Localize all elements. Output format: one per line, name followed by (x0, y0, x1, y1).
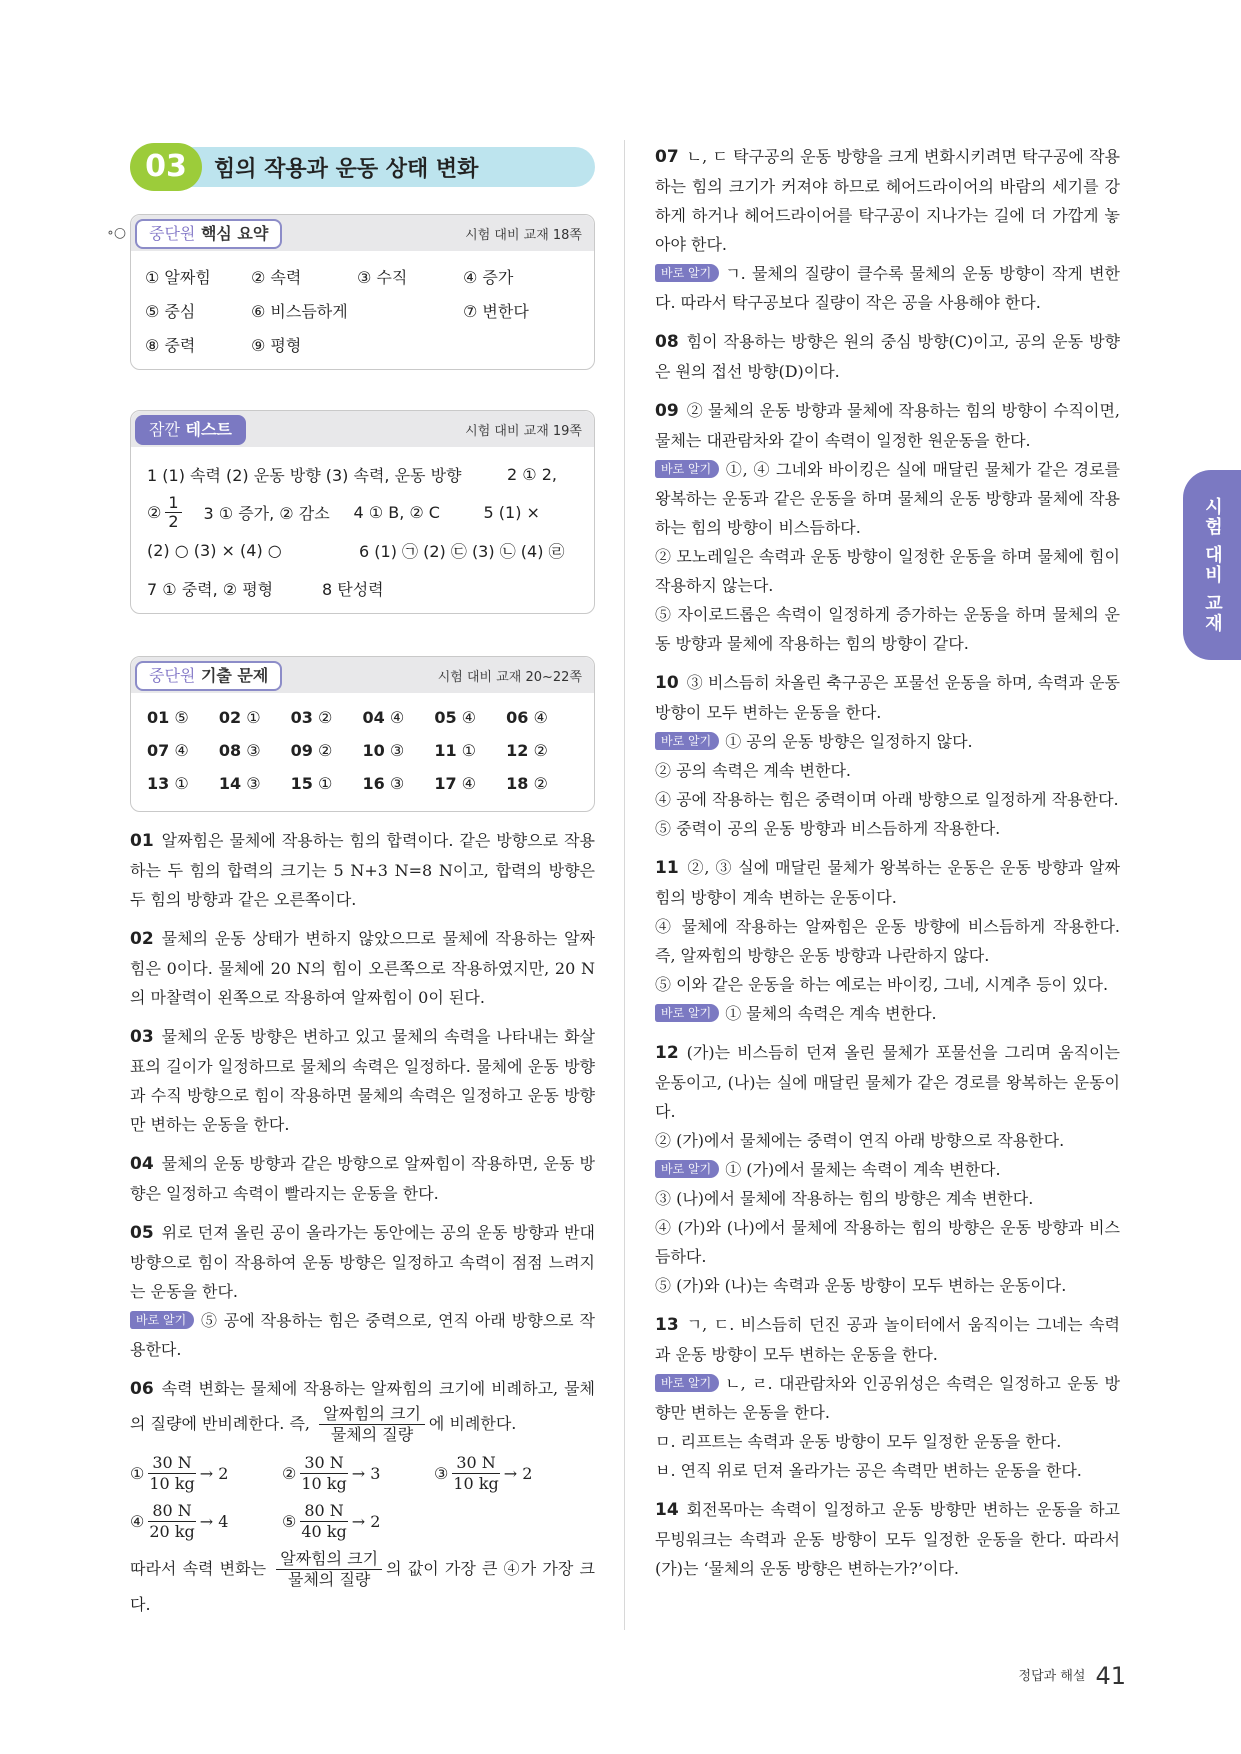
clip-icon: ∘○ (107, 225, 127, 241)
answers-header (131, 657, 594, 693)
summary-box (107, 214, 595, 370)
answer-cell: 12 ② (506, 741, 548, 760)
answer-cell: 01 ⑤ (147, 708, 189, 727)
answer-cell: 13 ① (147, 774, 189, 793)
fraction: 알짜힘의 크기 물체의 질량 (319, 1404, 425, 1445)
answer-11: 11 ②, ③ 실에 매달린 물체가 왕복하는 운동은 운동 방향과 알짜힘의 방향이 계속 변하는 운동이다. (655, 858, 1120, 907)
answer-09-note: ⑤ 자이로드롭은 속력이 일정하게 증가하는 운동을 하며 물체의 운동 방향과 물체에 작용하는 힘의 방향이 같다. (655, 605, 1120, 653)
answer-10-note: ④ 공에 작용하는 힘은 중력이며 아래 방향으로 일정하게 작용한다. (655, 790, 1119, 809)
test-line: 4 ① B, ② C (353, 502, 440, 522)
correction-badge: 바로 알기 (655, 1004, 719, 1022)
answer-09-correction: 바로 알기 ①, ④ 그네와 바이킹은 실에 매달린 물체가 같은 경로를 왕복하는 운동과 같은 운동을 하며 물체의 운동 방향과 물체에 작용하는 힘의 방향이 비스듬하다. (655, 460, 1120, 537)
fraction-half: $\frac{1}{2}$ (165, 494, 181, 530)
answer-03: 03 물체의 운동 방향은 변하고 있고 물체의 속력을 나타내는 화살표의 길이가 일정하므로 물체의 속력은 일정하다. 물체에 운동 방향과 수직 방향으로 힘이 작용하면 물체의 속력은 일정하고 운동 방향만 변하는 운동을 한다. (130, 1027, 595, 1134)
answer-10-note: ⑤ 중력이 공의 운동 방향과 비스듬하게 작용한다. (655, 819, 1001, 838)
calc-item: ⑤ 80 N 40 kg → 2 (282, 1500, 381, 1541)
answer-cell: 11 ① (434, 741, 477, 760)
answer-10-note: ② 공의 속력은 계속 변한다. (655, 761, 851, 780)
answer-12-note: ⑤ (가)와 (나)는 속력과 운동 방향이 모두 변하는 운동이다. (655, 1276, 1067, 1295)
summary-ref: 시험 대비 교재 18쪽 (465, 228, 582, 243)
correction-badge: 바로 알기 (655, 1160, 719, 1178)
calc-item: ② 30 N 10 kg → 3 (282, 1452, 381, 1493)
summary-item: ⑧ 중력 (145, 335, 196, 355)
test-line: ② (147, 502, 162, 522)
summary-header (107, 215, 594, 251)
summary-item: ⑤ 중심 (145, 301, 196, 321)
test-line: 7 ① 중력, ② 평형 (147, 579, 274, 599)
section-number: 03 (130, 143, 202, 191)
test-line: 5 (1) × (483, 502, 540, 522)
test-line: 6 (1) ㉠ (2) ㉢ (3) ㉡ (4) ㉣ (359, 541, 565, 561)
test-header (131, 411, 594, 447)
test-line: 2 ① 2, (507, 464, 557, 484)
summary-item: ② 속력 (251, 267, 302, 287)
answer-12-correction: 바로 알기 ① (가)에서 물체는 속력이 계속 변한다. (655, 1155, 1120, 1184)
summary-item: ⑨ 평형 (251, 335, 302, 355)
test-answers (131, 447, 594, 615)
answers-grid (131, 693, 594, 808)
answer-cell: 16 ③ (362, 774, 405, 793)
calc-item: ① 30 N 10 kg → 2 (130, 1452, 229, 1493)
answer-06-conclusion: 따라서 속력 변화는 알짜힘의 크기 물체의 질량 의 값이 가장 큰 ④가 가장 크다. (130, 1549, 595, 1614)
answer-cell: 06 ④ (506, 708, 548, 727)
test-ref: 시험 대비 교재 19쪽 (465, 424, 582, 439)
answer-cell: 17 ④ (434, 774, 477, 793)
answer-14: 14 회전목마는 속력이 일정하고 운동 방향만 변하는 운동을 하고 무빙워크는 속력과 운동 방향이 모두 일정한 운동을 한다. 따라서 (가)는 ‘물체의 운동 방향은 변하는가?’이다. (655, 1500, 1120, 1578)
answer-13: 13 ㄱ, ㄷ. 비스듬히 던진 공과 놀이터에서 움직이는 그네는 속력과 운동 방향이 모두 변하는 운동을 한다. (655, 1315, 1120, 1364)
left-column (130, 826, 595, 1629)
page-number: 41 (1095, 1662, 1126, 1690)
answer-12-note: ④ (가)와 (나)에서 물체에 작용하는 힘의 방향은 운동 방향과 비스듬하다. (655, 1218, 1120, 1266)
correction-badge: 바로 알기 (655, 460, 719, 478)
answers-box (130, 656, 595, 812)
answer-05-correction: 바로 알기 ⑤ 공에 작용하는 힘은 중력으로, 연직 아래 방향으로 작용한다. (130, 1311, 595, 1359)
test-tag: 잠깐 테스트 (135, 415, 246, 445)
section-title-text: 힘의 작용과 운동 상태 변화 (214, 157, 479, 182)
answer-cell: 14 ③ (218, 774, 261, 793)
calc-item: ④ 80 N 20 kg → 4 (130, 1500, 229, 1541)
answer-row (147, 701, 578, 734)
answers-tag: 중단원 기출 문제 (135, 661, 282, 691)
answer-cell: 08 ③ (218, 741, 261, 760)
answer-02: 02 물체의 운동 상태가 변하지 않았으므로 물체에 작용하는 알짜힘은 0이다. 물체에 20 N의 힘이 오른쪽으로 작용하였지만, 20 N의 마찰력이 왼쪽으로 작용하여 알짜힘이 0이 된다. (130, 929, 595, 1007)
answer-cell: 04 ④ (362, 708, 405, 727)
answer-12-note: ③ (나)에서 물체에 작용하는 힘의 방향은 계속 변한다. (655, 1189, 1034, 1208)
correction-badge: 바로 알기 (655, 732, 719, 750)
answer-cell: 15 ① (290, 774, 333, 793)
answer-12: 12 (가)는 비스듬히 던져 올린 물체가 포물선을 그리며 움직이는 운동이고, (나)는 실에 매달린 물체가 같은 경로를 왕복하는 운동이다. (655, 1043, 1120, 1121)
summary-item: ③ 수직 (357, 267, 408, 287)
answer-07-correction: 바로 알기 ㄱ. 물체의 질량이 클수록 물체의 운동 방향이 작게 변한다. 따라서 탁구공보다 질량이 작은 공을 사용해야 한다. (655, 264, 1120, 312)
answer-13-note: ㅁ. 리프트는 속력과 운동 방향이 모두 일정한 운동을 한다. (655, 1432, 1062, 1451)
answer-row (147, 734, 578, 767)
answer-04: 04 물체의 운동 방향과 같은 방향으로 알짜힘이 작용하면, 운동 방향은 일정하고 속력이 빨라지는 운동을 한다. (130, 1154, 595, 1203)
answer-09-note: ② 모노레일은 속력과 운동 방향이 일정한 운동을 하며 물체에 힘이 작용하지 않는다. (655, 547, 1120, 595)
answer-cell: 10 ③ (362, 741, 405, 760)
side-tab[interactable]: 시험 대비 교재 (1183, 470, 1241, 660)
test-box (130, 410, 595, 614)
correction-badge: 바로 알기 (655, 1374, 719, 1392)
summary-item: ⑥ 비스듬하게 (251, 301, 348, 321)
answer-05: 05 위로 던져 올린 공이 올라가는 동안에는 공의 운동 방향과 반대 방향으로 힘이 작용하여 운동 방향은 일정하고 속력이 점점 느려지는 운동을 한다. (130, 1223, 595, 1301)
answer-row (147, 767, 578, 800)
calc-list (130, 1449, 595, 1545)
answer-11-note: ⑤ 이와 같은 운동을 하는 예로는 바이킹, 그네, 시계추 등이 있다. (655, 975, 1109, 994)
calc-item: ③ 30 N 10 kg → 2 (434, 1452, 533, 1493)
test-line: 1 (1) 속력 (2) 운동 방향 (3) 속력, 운동 방향 (147, 465, 462, 485)
answer-11-note: ④ 물체에 작용하는 알짜힘은 운동 방향에 비스듬하게 작용한다. 즉, 알짜힘의 방향은 운동 방향과 나란하지 않다. (655, 917, 1120, 965)
correction-badge: 바로 알기 (130, 1311, 194, 1329)
correction-badge: 바로 알기 (655, 264, 719, 282)
summary-item: ④ 증가 (463, 267, 514, 287)
answer-06: 06 속력 변화는 물체에 작용하는 알짜힘의 크기에 비례하고, 물체의 질량에 반비례한다. 즉, 알짜힘의 크기 물체의 질량 에 비례한다. (130, 1379, 595, 1444)
footer-text: 정답과 해설 (1018, 1669, 1086, 1684)
summary-grid (131, 251, 594, 369)
right-column (655, 142, 1120, 1593)
summary-tag: 중단원 핵심 요약 (135, 219, 282, 249)
answer-13-note: ㅂ. 연직 위로 던져 올라가는 공은 속력만 변하는 운동을 한다. (655, 1461, 1082, 1480)
answer-cell: 05 ④ (434, 708, 477, 727)
page-footer (1019, 1662, 1126, 1690)
answer-11-correction: 바로 알기 ① 물체의 속력은 계속 변한다. (655, 999, 1120, 1028)
answer-08: 08 힘이 작용하는 방향은 원의 중심 방향(C)이고, 공의 운동 방향은 원의 접선 방향(D)이다. (655, 332, 1120, 381)
answer-cell: 18 ② (506, 774, 548, 793)
answer-cell: 09 ② (290, 741, 333, 760)
answer-01: 01 알짜힘은 물체에 작용하는 힘의 합력이다. 같은 방향으로 작용하는 두 힘의 합력의 크기는 5 N+3 N=8 N이고, 합력의 방향은 두 힘의 방향과 같은 오른쪽이다. (130, 831, 595, 909)
answer-07: 07 ㄴ, ㄷ 탁구공의 운동 방향을 크게 변화시키려면 탁구공에 작용하는 힘의 크기가 커져야 하므로 헤어드라이어의 바람의 세기를 강하게 하거나 헤어드라이어를 탁구공이 지나가는 길에 더 가깝게 놓아야 한다. (655, 147, 1120, 254)
answer-12-note: ② (가)에서 물체에는 중력이 연직 아래 방향으로 작용한다. (655, 1131, 1065, 1150)
test-line: (2) ○ (3) × (4) ○ (147, 540, 282, 560)
summary-item: ⑦ 변한다 (463, 301, 529, 321)
answer-10: 10 ③ 비스듬히 차올린 축구공은 포물선 운동을 하며, 속력과 운동 방향이 모두 변하는 운동을 한다. (655, 673, 1120, 722)
answer-cell: 07 ④ (147, 741, 189, 760)
column-divider (624, 140, 625, 1630)
test-line: 8 탄성력 (322, 579, 384, 599)
answer-cell: 03 ② (290, 708, 333, 727)
fraction: 알짜힘의 크기 물체의 질량 (276, 1549, 382, 1590)
answer-13-correction: 바로 알기 ㄴ, ㄹ. 대관람차와 인공위성은 속력은 일정하고 운동 방향만 변하는 운동을 한다. (655, 1374, 1120, 1422)
section-title (130, 147, 595, 187)
answer-09: 09 ② 물체의 운동 방향과 물체에 작용하는 힘의 방향이 수직이면, 물체는 대관람차와 같이 속력이 일정한 원운동을 한다. (655, 401, 1120, 450)
answer-10-correction: 바로 알기 ① 공의 운동 방향은 일정하지 않다. (655, 727, 1120, 756)
answer-cell: 02 ① (218, 708, 261, 727)
answers-ref: 시험 대비 교재 20~22쪽 (437, 670, 582, 685)
summary-item: ① 알짜힘 (145, 267, 211, 287)
test-line: 3 ① 증가, ② 감소 (203, 503, 330, 523)
